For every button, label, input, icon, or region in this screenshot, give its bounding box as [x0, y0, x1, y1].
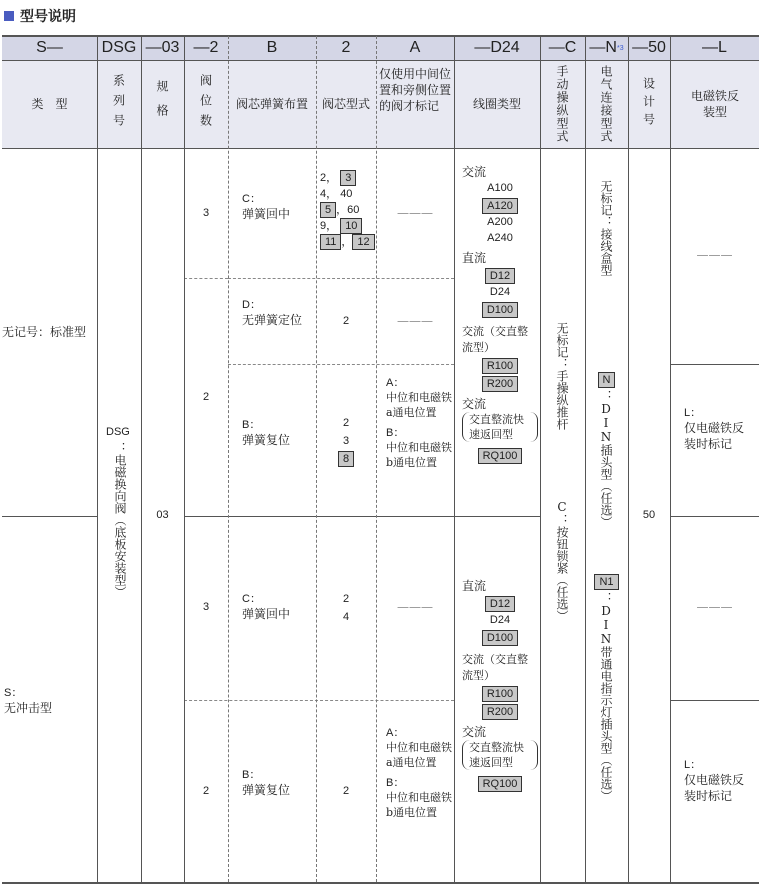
coil-rect: 交流（交直整流型） — [462, 325, 528, 354]
header-spec: 规格 — [155, 80, 169, 128]
coil-a200: A200 — [487, 216, 513, 228]
spring-b-label: 弹簧复位 — [242, 433, 291, 447]
coil-dc-2: 直流 — [462, 579, 487, 593]
coil-ac2-2: 交流 — [462, 725, 487, 739]
type-s-label: 无冲击型 — [4, 701, 53, 715]
spool-b2: 3 — [342, 435, 350, 447]
code-elec-text: —N — [589, 39, 617, 56]
spool-r2-a: 4， — [320, 188, 338, 200]
reverse-l-code-1: L： — [684, 407, 702, 419]
coil-quick-2: 交直整流快速返回型 — [462, 740, 538, 770]
coil-a100: A100 — [487, 182, 513, 194]
reverse-divider-2 — [670, 364, 759, 365]
col-line-11 — [670, 36, 671, 882]
spring-c-code: C： — [242, 193, 261, 205]
header-elec: 电气连接型式 — [599, 65, 613, 143]
header-design: 设计号 — [641, 77, 656, 131]
a-code-1-text: A： — [386, 377, 405, 389]
spring-c-code-2: C： — [242, 593, 261, 605]
section-title — [4, 6, 76, 26]
design-value: 50 — [642, 509, 656, 521]
spool-d: 2 — [342, 315, 350, 327]
coil-group-1 — [462, 164, 538, 464]
elec-n1: N1 — [594, 574, 618, 590]
series-code: DSG — [106, 426, 130, 438]
manual-none: 无标记：手操纵推杆 — [555, 322, 569, 430]
coil-r100-2: R100 — [482, 686, 518, 702]
spool-b3: 8 — [338, 451, 354, 467]
b-text-1: 中位和电磁铁b通电位置 — [386, 441, 452, 469]
coil-ac: 交流 — [462, 165, 487, 179]
col-line-4 — [228, 36, 229, 882]
coil-r200: R200 — [482, 376, 518, 392]
col-line-10 — [628, 36, 629, 882]
code-reverse: —L — [702, 39, 727, 56]
code-type: S— — [36, 39, 63, 56]
coil-rq100-2: RQ100 — [478, 776, 523, 792]
coil-ac2: 交流 — [462, 397, 487, 411]
coil-d12-2: D12 — [485, 596, 515, 612]
row-divider-3 — [184, 700, 454, 701]
pos-3-a: 3 — [202, 207, 210, 219]
spool-list-c — [320, 170, 376, 250]
series-desc: ：电磁换向阀（底板安装型） — [113, 442, 127, 598]
elec-n1-text: ：DIN带通电指示灯插头型（任选） — [599, 592, 613, 802]
reverse-divider — [670, 516, 759, 517]
spring-b-code-2: B： — [242, 769, 261, 781]
reverse-l-text-1: 仅电磁铁反装时标记 — [684, 421, 745, 451]
col-line-8 — [540, 36, 541, 882]
header-manual: 手动操纵型式 — [555, 65, 569, 143]
col-line-6 — [376, 36, 377, 882]
spool-list-b — [316, 414, 376, 468]
a-text-1: 中位和电磁铁a通电位置 — [386, 391, 452, 419]
square-icon — [4, 11, 14, 21]
pos-divider — [184, 278, 228, 279]
coil-d12: D12 — [485, 268, 515, 284]
spool-r5-c: 12 — [352, 234, 374, 250]
spring-c-label: 弹簧回中 — [242, 207, 291, 221]
elec-n-text: ：DIN插头型（任选） — [599, 390, 613, 528]
coil-r100: R100 — [482, 358, 518, 374]
reverse-l-text-2: 仅电磁铁反装时标记 — [684, 773, 745, 803]
manual-c: C：按钮锁紧（任选） — [555, 500, 569, 622]
header-spring: 阀芯弹簧布置 — [235, 97, 308, 111]
coil-d100-2: D100 — [482, 630, 518, 646]
spring-d-code: D： — [242, 299, 261, 311]
table-bottom-line — [2, 882, 759, 884]
section-title-text: 型号说明 — [20, 9, 76, 25]
header-a-note: 仅使用中间位置和旁侧位置的阀才标记 — [379, 67, 452, 113]
type-divider — [2, 516, 97, 517]
code-design: —50 — [632, 39, 666, 56]
header-bottom-line — [2, 148, 759, 149]
spring-b-code: B： — [242, 419, 261, 431]
b-code-2: B： — [386, 777, 405, 789]
col-line-3 — [184, 36, 185, 882]
code-a: A — [409, 39, 421, 56]
type-s-code: S： — [4, 687, 23, 699]
code-elec — [585, 36, 628, 60]
code-spec: —03 — [145, 39, 180, 56]
a-dash-1: ——— — [397, 206, 433, 220]
spool-r3-a: 5 — [320, 202, 336, 218]
pos-2-a: 2 — [202, 391, 210, 403]
a-code-1 — [386, 374, 452, 390]
spool-s-c2: 4 — [342, 611, 350, 623]
header-positions: 阀位数 — [198, 74, 213, 134]
header-spool: 阀芯型式 — [321, 97, 370, 111]
a-note-group-1 — [386, 374, 452, 470]
col-line-1 — [97, 36, 98, 882]
spool-r5-b: ， — [341, 236, 353, 248]
spring-b-label-2: 弹簧复位 — [242, 783, 291, 797]
spool-s-b: 2 — [342, 785, 350, 797]
b-text-2: 中位和电磁铁b通电位置 — [386, 791, 452, 819]
coil-d24-2: D24 — [489, 614, 511, 626]
reverse-dash-1: ——— — [696, 248, 733, 262]
coil-r200-2: R200 — [482, 704, 518, 720]
spool-r1-a: 2， — [320, 172, 338, 184]
coil-dc: 直流 — [462, 251, 487, 265]
group-divider — [184, 516, 540, 517]
code-coil: —D24 — [474, 39, 520, 56]
row-divider-1 — [228, 278, 454, 279]
coil-d24: D24 — [489, 286, 511, 298]
a-note-group-2 — [386, 724, 452, 820]
coil-a120: A120 — [482, 198, 518, 214]
pos-2-b: 2 — [202, 785, 210, 797]
code-spool: 2 — [341, 39, 351, 56]
a-dash-2: ——— — [397, 314, 433, 328]
col-line-7 — [454, 36, 455, 882]
code-positions: —2 — [193, 39, 219, 56]
code-manual: —C — [548, 39, 577, 56]
spring-c-label-2: 弹簧回中 — [242, 607, 291, 621]
row-divider-2 — [228, 364, 454, 365]
type-standard: 无记号：标准型 — [2, 325, 87, 339]
spool-list-s-c — [316, 590, 376, 626]
col-line-2 — [141, 36, 142, 882]
header-type: 类 型 — [31, 97, 68, 111]
pos-3-b: 3 — [202, 601, 210, 613]
code-spring: B — [266, 39, 278, 56]
reverse-divider-3 — [670, 700, 759, 701]
code-series: DSG — [101, 39, 137, 56]
spool-r3-b: ，60 — [336, 204, 360, 216]
header-series: 系列号 — [111, 74, 126, 134]
reverse-l-code-2: L： — [684, 759, 702, 771]
spool-r5-a: 11 — [320, 234, 341, 250]
spool-b1: 2 — [342, 417, 350, 429]
coil-d100: D100 — [482, 302, 518, 318]
spool-r2-b: 40 — [340, 188, 353, 200]
coil-rect-2: 交流（交直整流型） — [462, 653, 528, 682]
coil-rq100: RQ100 — [478, 448, 523, 464]
a-code-2: A： — [386, 727, 405, 739]
a-text-2: 中位和电磁铁a通电位置 — [386, 741, 452, 769]
spool-r4-b: 10 — [340, 218, 362, 234]
header-reverse: 电磁铁反装型 — [690, 89, 739, 119]
star-note: *3 — [616, 44, 624, 52]
elec-none: 无标记：接线盒型 — [599, 180, 613, 276]
coil-a240: A240 — [487, 232, 513, 244]
spring-d-label: 无弹簧定位 — [242, 313, 303, 327]
spool-s-c1: 2 — [342, 593, 350, 605]
reverse-dash-2: ——— — [696, 600, 733, 614]
coil-group-2 — [462, 578, 538, 792]
b-code-1: B： — [386, 427, 405, 439]
spool-r1-b: 3 — [340, 170, 356, 186]
elec-n: N — [598, 372, 616, 388]
spec-value: 03 — [156, 509, 169, 521]
spool-r4-a: 9， — [320, 220, 338, 232]
coil-quick: 交直整流快速返回型 — [462, 412, 538, 442]
header-coil: 线圈类型 — [472, 97, 521, 111]
a-dash-3: ——— — [397, 600, 433, 614]
